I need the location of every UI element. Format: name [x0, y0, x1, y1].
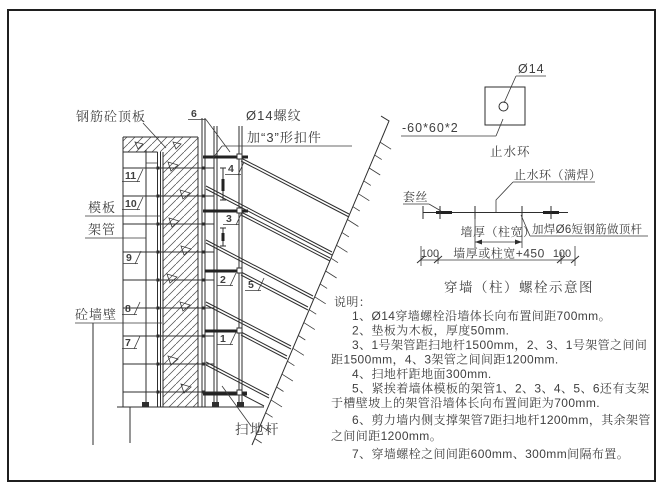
note-line: 距1500mm，4、3架管之间间距1200mm.: [331, 352, 559, 367]
tube-number: 10: [125, 198, 137, 210]
tube-number: 3: [226, 213, 232, 225]
tube-number: 9: [126, 252, 132, 264]
wall-label: 砼墙壁: [75, 307, 118, 322]
note-line: 3、1号架管距扫地杆1500mm，2、3、1号架管之间间: [352, 338, 648, 352]
slab-label: 钢筋砼顶板: [76, 109, 147, 124]
note-line: 5、紧挨着墙体模板的架管1、2、3、4、5、6还有支架: [352, 381, 650, 396]
notes-title: 说明：: [334, 295, 372, 309]
thread-callout: 套丝: [403, 190, 429, 204]
note-line: 6、剪力墙内侧支撑架管7距扫地杆1200mm，其余架管: [352, 413, 651, 427]
note-line: 2、垫板为木板，厚度50mm.: [352, 323, 510, 338]
formwork-label-bottom: 架管: [88, 222, 117, 237]
note-line: 之间间距1200mm。: [331, 429, 443, 443]
bolt-hole: [499, 102, 508, 111]
waterstop-callout: 止水环（满焊）: [514, 168, 602, 182]
tube-number: 2: [220, 274, 226, 286]
thread-label: Ø14螺纹: [246, 108, 302, 123]
concrete-wall-hatch: [135, 137, 198, 407]
bolt-schematic-caption: 穿墙（柱）螺栓示意图: [444, 280, 594, 295]
note-line: 于槽壁坡上的架管沿墙体长向布置间距为700mm.: [331, 396, 600, 410]
diagonal-braces: [206, 154, 349, 406]
dim-middle: 墙厚或柱宽+450: [453, 246, 545, 261]
dim-left: 100: [420, 248, 440, 260]
plate-outline: [485, 87, 525, 125]
tube-number: 4: [228, 163, 234, 175]
thread-leader: [403, 204, 441, 211]
rod-callout: 加焊Ø6短钢筋做顶杆: [532, 224, 643, 236]
tube-number: 6: [191, 108, 197, 120]
tube-number: 1: [220, 333, 226, 345]
wall-thickness-label: 墙厚（柱宽）: [460, 225, 536, 239]
tube-number: 7: [125, 337, 131, 349]
bolt-schematic: [403, 167, 648, 295]
section-view: [75, 108, 391, 445]
formwork-label-top: 模板: [88, 200, 117, 215]
tube-number: 5: [248, 279, 254, 291]
overall-dimension: [417, 246, 579, 267]
note-line: 1、Ø14穿墙螺栓沿墙体长向布置间距700mm。: [352, 309, 611, 323]
plate-size-label: -60*60*2: [402, 121, 459, 135]
sweep-rod-label: 扫地杆: [235, 422, 280, 437]
waterstop-leader: [496, 182, 595, 212]
clamp-label: 加“3”形扣件: [247, 130, 322, 145]
waterstop-detail: [401, 62, 546, 159]
tube-number: 11: [125, 170, 137, 182]
tube-number: 8: [125, 303, 131, 315]
note-line: 7、穿墙螺栓之间间距600mm、300mm间隔布置。: [352, 447, 630, 461]
hole-diameter-label: Ø14: [518, 62, 545, 76]
left-scaffold: [93, 137, 146, 445]
note-line: 4、扫地杆距地面300mm.: [352, 367, 492, 381]
sheet-border: [8, 10, 655, 481]
waterstop-caption: 止水环: [490, 145, 531, 159]
notes-block: [331, 295, 651, 461]
dim-right: 100: [552, 248, 572, 260]
